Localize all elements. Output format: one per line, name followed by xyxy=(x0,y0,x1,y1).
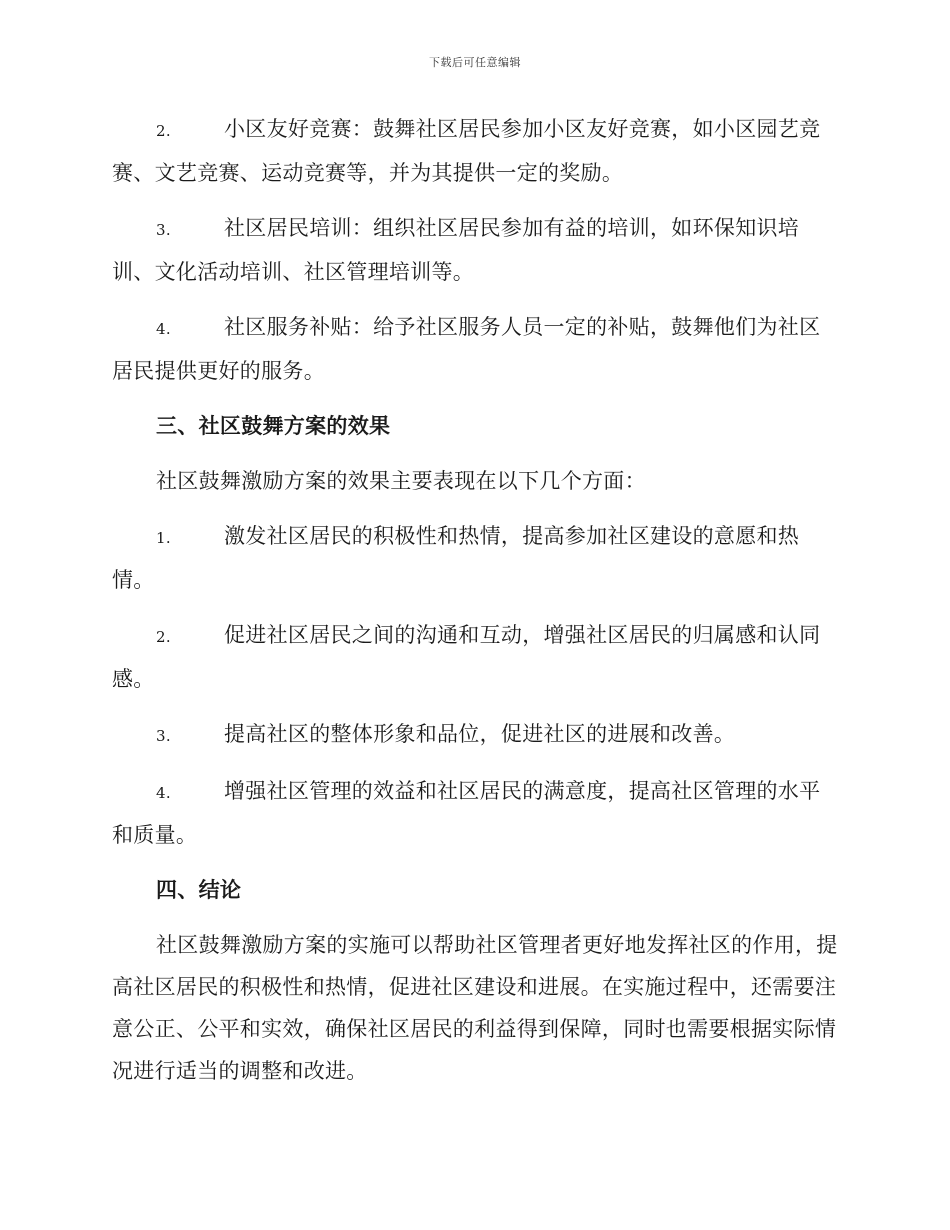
page-header-note: 下载后可任意编辑 xyxy=(429,56,521,69)
section-intro: 社区鼓舞激励方案的效果主要表现在以下几个方面： xyxy=(156,469,646,493)
list-item-text: 增强社区管理的效益和社区居民的满意度，提高社区管理的水平和质量。 xyxy=(112,779,821,847)
list-item xyxy=(112,713,840,757)
list-item-number: 3. xyxy=(156,727,171,745)
list-item xyxy=(112,306,840,392)
section-heading: 三、社区鼓舞方案的效果 xyxy=(156,413,391,438)
list-item-number: 4. xyxy=(156,320,171,338)
list-item-text: 促进社区居民之间的沟通和互动，增强社区居民的归属感和认同感。 xyxy=(112,623,821,691)
list-item-number: 2. xyxy=(156,122,171,140)
section-heading: 四、结论 xyxy=(156,877,242,902)
list-item-text: 小区友好竞赛：鼓舞社区居民参加小区友好竞赛，如小区园艺竞赛、文艺竞赛、运动竞赛等，并为其提供一定的奖励。 xyxy=(112,117,821,185)
list-item-number: 3. xyxy=(156,221,171,239)
list-item xyxy=(112,207,840,293)
list-item-number: 2. xyxy=(156,628,171,646)
list-item xyxy=(112,108,840,194)
list-item-number: 1. xyxy=(156,529,171,547)
list-item xyxy=(112,515,840,601)
list-item-text: 社区服务补贴：给予社区服务人员一定的补贴，鼓舞他们为社区居民提供更好的服务。 xyxy=(112,315,821,383)
conclusion-paragraph: 社区鼓舞激励方案的实施可以帮助社区管理者更好地发挥社区的作用，提高社区居民的积极性和热情，促进社区建设和进展。在实施过程中，还需要注意公正、公平和实效，确保社区居民的利益得到保障，同时也需要根据实际情况进行适当的调整和改进。 xyxy=(112,933,838,1083)
list-item xyxy=(112,770,840,856)
list-item-number: 4. xyxy=(156,784,171,802)
document-body xyxy=(112,108,840,1105)
list-item xyxy=(112,614,840,700)
list-item-text: 激发社区居民的积极性和热情，提高参加社区建设的意愿和热情。 xyxy=(112,524,800,592)
list-item-text: 社区居民培训：组织社区居民参加有益的培训，如环保知识培训、文化活动培训、社区管理培训等。 xyxy=(112,216,800,284)
list-item-text: 提高社区的整体形象和品位，促进社区的进展和改善。 xyxy=(224,722,736,746)
